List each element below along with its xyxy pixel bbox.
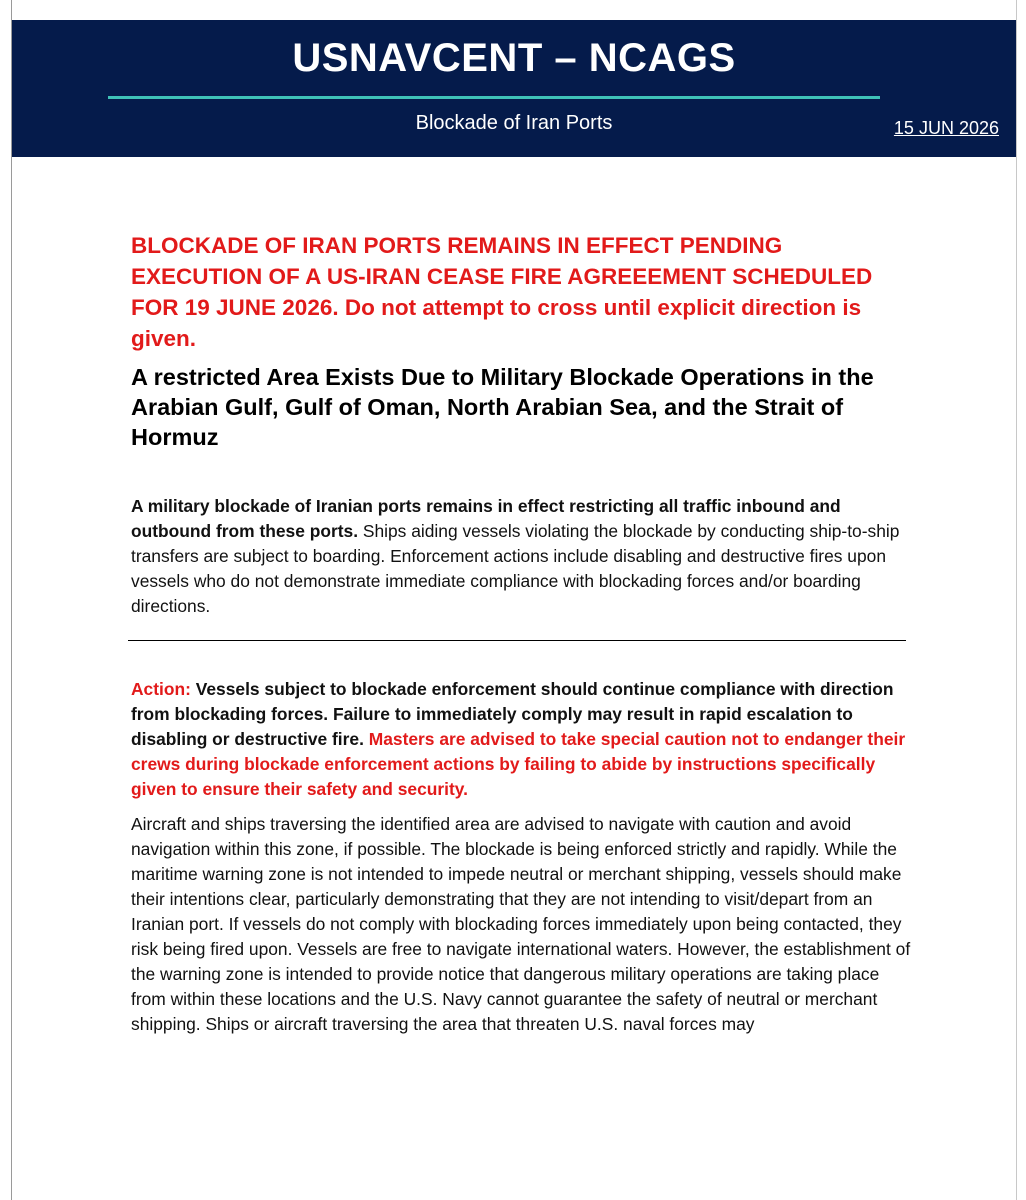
action-directive: Vessels subject to blockade enforcement should continue compliance with direction from blockading forces. Failure to immediately comply may result in rapid escalation to disabling or destructive fire. [131, 679, 894, 749]
document-date: 15 JUN 2026 [893, 118, 999, 138]
header-divider [108, 96, 880, 99]
summary-lead: A military blockade of Iranian ports remains in effect restricting all traffic inbound and outbound from these ports. [131, 496, 841, 541]
action-label: Action: [131, 679, 191, 699]
document-title: USNAVCENT – NCAGS [292, 36, 736, 80]
summary-paragraph [131, 494, 911, 619]
action-paragraph [131, 677, 911, 802]
restricted-area-heading: A restricted Area Exists Due to Military Blockade Operations in the Arabian Gulf, Gulf of Oman, North Arabian Sea, and the Strait of Hormuz [131, 364, 874, 450]
alert-headline: BLOCKADE OF IRAN PORTS REMAINS IN EFFECT PENDING EXECUTION OF A US-IRAN CEASE FIRE AGREEEMENT SCHEDULED FOR 19 JUNE 2026. Do not attempt to cross until explicit direction is given. [131, 233, 873, 351]
action-caution: Masters are advised to take special caution not to endanger their crews during blockade enforcement actions by failing to abide by instructions specifically given to ensure their safety and security. [131, 729, 906, 799]
document-header-band [12, 20, 1016, 157]
page-left-edge [11, 0, 12, 1200]
section-divider [128, 640, 906, 641]
guidance-paragraph: Aircraft and ships traversing the identified area are advised to navigate with caution and avoid navigation within this zone, if possible. The blockade is being enforced strictly and rapidly. While the maritime warning zone is not intended to impede neutral or merchant shipping, vessels should make their intentions clear, particularly demonstrating that they are not intending to visit/depart from an Iranian port. If vessels do not comply with blockading forces immediately upon being contacted, they risk being fired upon. Vessels are free to navigate international waters. However, the establishment of the warning zone is intended to provide notice that dangerous military operations are taking place from within these locations and the U.S. Navy cannot guarantee the safety of neutral or merchant shipping. Ships or aircraft traversing the area that threaten U.S. naval forces may [131, 814, 911, 1034]
summary-body: Ships aiding vessels violating the blockade by conducting ship-to-ship transfers are subject to boarding. Enforcement actions include disabling and destructive fires upon vessels who do not demonstrate immediate compliance with blockading forces and/or boarding directions. [131, 521, 900, 616]
page-right-edge [1016, 0, 1017, 1200]
document-subtitle: Blockade of Iran Ports [415, 112, 613, 134]
